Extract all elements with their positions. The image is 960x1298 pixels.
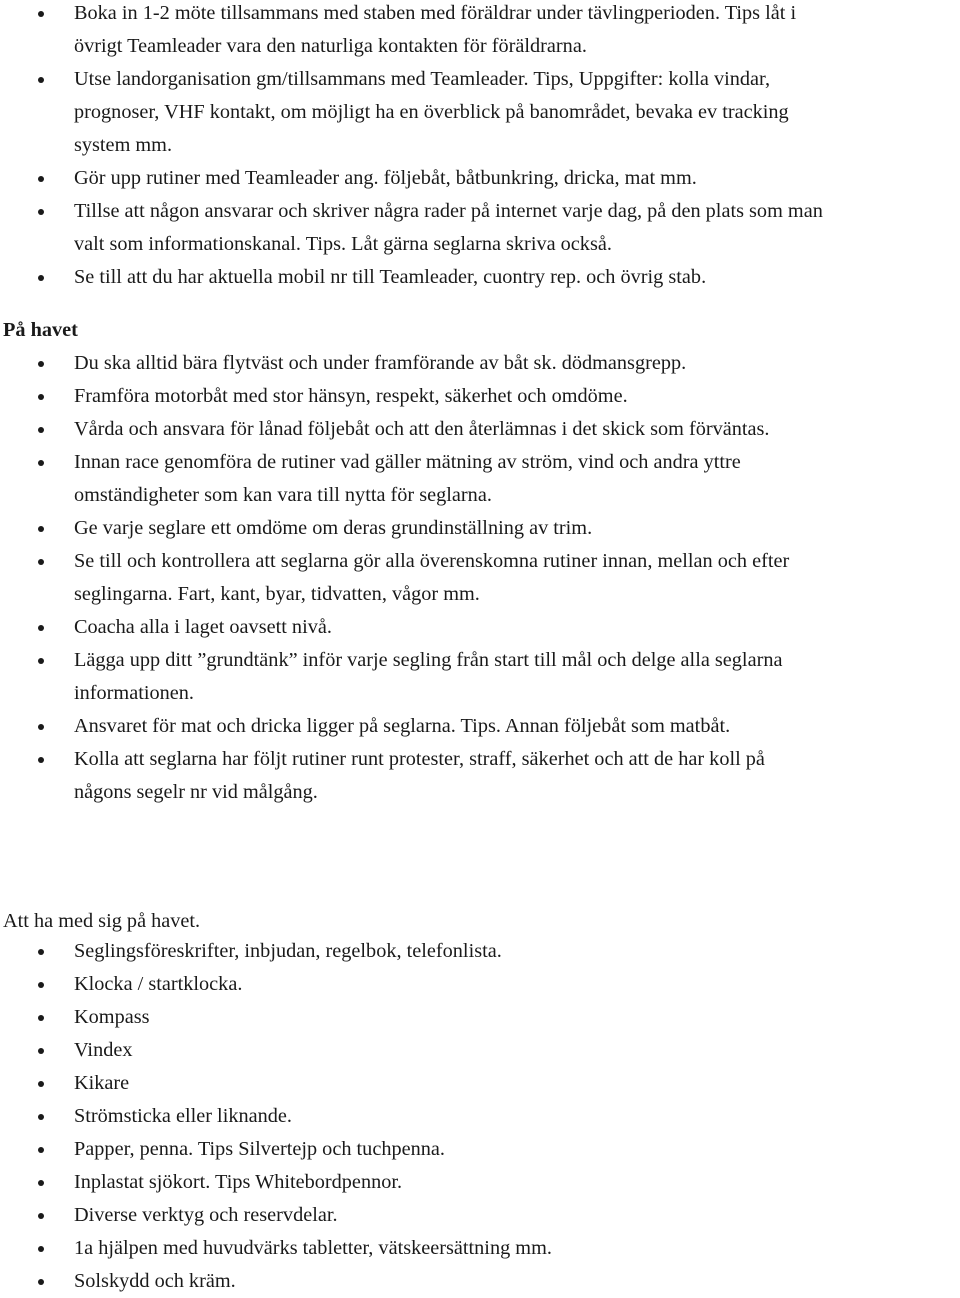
bullet-icon [38,625,44,631]
list-item-text: prognoser, VHF kontakt, om möjligt ha en överblick på banområdet, bevaka ev tracking [74,101,789,123]
list-att-ha-med [0,935,556,1298]
bullet-icon [38,559,44,565]
list-item-text: valt som informationskanal. Tips. Låt gärna seglarna skriva också. [74,233,612,255]
list-item [0,743,793,809]
bullet-icon [38,1147,44,1153]
list-item-text: någons segelr nr vid målgång. [74,781,318,803]
list-item-text: Se till att du har aktuella mobil nr till Teamleader, cuontry rep. och övrig stab. [74,266,707,288]
list-item-text: Framföra motorbåt med stor hänsyn, respekt, säkerhet och omdöme. [74,385,628,407]
list-item-text: Ansvaret för mat och dricka ligger på seglarna. Tips. Annan följebåt som matbåt. [74,715,731,737]
list-item-text: Coacha alla i laget oavsett nivå. [74,616,332,638]
bullet-icon [38,394,44,400]
list-item-text: 1a hjälpen med huvudvärks tabletter, vätskeersättning mm. [74,1237,552,1259]
list-item-text: Innan race genomföra de rutiner vad gäller mätning av ström, vind och andra yttre [74,451,741,473]
list-item-text: Kikare [74,1072,130,1094]
list-item [0,710,793,743]
list-item [0,446,793,512]
bullet-icon [38,1279,44,1285]
bullet-icon [38,982,44,988]
list-pa-havet [0,347,793,809]
section-heading-att-ha-med: Att ha med sig på havet. [3,910,201,932]
list-item [0,63,827,162]
list-item [0,1199,556,1232]
bullet-icon [38,1081,44,1087]
bullet-icon [38,658,44,664]
list-item-text: Vindex [74,1039,133,1061]
list-item-text: Solskydd och kräm. [74,1270,236,1292]
list-item-text: Kolla att seglarna har följt rutiner runt protester, straff, säkerhet och att de har koll på [74,748,765,770]
list-preparations [0,0,827,294]
list-item-text: Papper, penna. Tips Silvertejp och tuchpenna. [74,1138,445,1160]
bullet-icon [38,1246,44,1252]
list-item-text: Diverse verktyg och reservdelar. [74,1204,338,1226]
list-item-text: system mm. [74,134,173,156]
list-item [0,1166,556,1199]
list-item [0,347,793,380]
list-item-text: Du ska alltid bära flytväst och under framförande av båt sk. dödmansgrepp. [74,352,687,374]
list-item-text: Se till och kontrollera att seglarna gör alla överenskomna rutiner innan, mellan och efter [74,550,790,572]
list-item [0,1100,556,1133]
list-item [0,195,827,261]
list-item [0,1034,556,1067]
list-item [0,413,793,446]
list-item-text: Vårda och ansvara för lånad följebåt och att den återlämnas i det skick som förväntas. [74,418,770,440]
list-item-text: Boka in 1-2 möte tillsammans med staben med föräldrar under tävlingperioden. Tips låt i [74,2,797,24]
bullet-icon [38,1048,44,1054]
list-item-text: seglingarna. Fart, kant, byar, tidvatten, vågor mm. [74,583,480,605]
list-item-text: Klocka / startklocka. [74,973,243,995]
list-item-text: Seglingsföreskrifter, inbjudan, regelbok, telefonlista. [74,940,502,962]
list-item-text: Ge varje seglare ett omdöme om deras grundinställning av trim. [74,517,593,539]
list-item [0,1001,556,1034]
list-item [0,162,827,195]
list-item-text: Gör upp rutiner med Teamleader ang. följebåt, båtbunkring, dricka, mat mm. [74,167,697,189]
list-item [0,380,793,413]
list-item [0,1232,556,1265]
bullet-icon [38,526,44,532]
list-item [0,1133,556,1166]
section-heading-pa-havet: På havet [3,319,78,341]
list-item [0,1265,556,1298]
bullet-icon [38,460,44,466]
list-item [0,611,793,644]
list-item [0,261,827,294]
list-item-text: Strömsticka eller liknande. [74,1105,292,1127]
bullet-icon [38,176,44,182]
list-item-text: övrigt Teamleader vara den naturliga kontakten för föräldrarna. [74,35,587,57]
list-item-text: omständigheter som kan vara till nytta för seglarna. [74,484,492,506]
list-item [0,935,556,968]
list-item-text: Tillse att någon ansvarar och skriver några rader på internet varje dag, på den plats som man [74,200,823,222]
list-item [0,545,793,611]
list-item [0,968,556,1001]
list-item-text: informationen. [74,682,194,704]
bullet-icon [38,361,44,367]
bullet-icon [38,1015,44,1021]
list-item [0,512,793,545]
bullet-icon [38,77,44,83]
list-item-text: Kompass [74,1006,150,1028]
list-item [0,0,827,63]
bullet-icon [38,1180,44,1186]
bullet-icon [38,724,44,730]
list-item-text: Lägga upp ditt ”grundtänk” inför varje segling från start till mål och delge alla seglarna [74,649,783,671]
bullet-icon [38,11,44,17]
bullet-icon [38,427,44,433]
bullet-icon [38,275,44,281]
bullet-icon [38,757,44,763]
list-item [0,644,793,710]
list-item-text: Inplastat sjökort. Tips Whitebordpennor. [74,1171,403,1193]
bullet-icon [38,1213,44,1219]
bullet-icon [38,949,44,955]
bullet-icon [38,209,44,215]
list-item [0,1067,556,1100]
list-item-text: Utse landorganisation gm/tillsammans med Teamleader. Tips, Uppgifter: kolla vindar, [74,68,771,90]
bullet-icon [38,1114,44,1120]
